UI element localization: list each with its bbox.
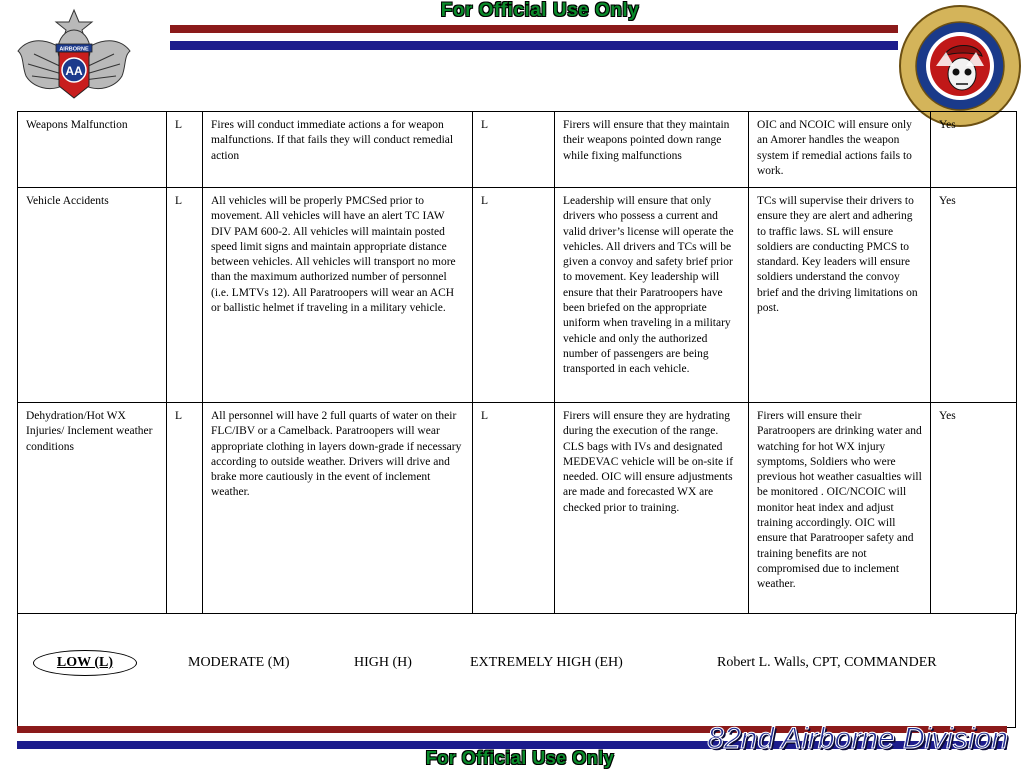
- implementation-cell: Firers will ensure they are hydrating during the execution of the range. CLS bags with IVs and designated MEDEVAC vehicle will be on-site if needed. OIC will ensure adjustments are made and forecasted WX are checked prior to training.: [555, 403, 749, 614]
- residual-risk-cell: L: [473, 403, 555, 614]
- initial-risk-cell: L: [167, 188, 203, 403]
- controls-cell: All vehicles will be properly PMCSed prior to movement. All vehicles will have an alert TC IAW DIV PAM 600-2. All vehicles will maintain posted speed limit signs and maintain appropriate distance between vehicles. All vehicles will transport no more than the maximum authorized number of personnel (i.e. LMTVs 12). All Paratroopers will wear an ACH or ballistic helmet if traveling in a military vehicle.: [203, 188, 473, 403]
- initial-risk-cell: L: [167, 112, 203, 188]
- risk-level-high: HIGH (H): [354, 655, 412, 670]
- controls-cell: All personnel will have 2 full quarts of water on their FLC/IBV or a Camelback. Paratroopers will wear appropriate clothing in layers down-grade if necessary according to outside weather. Drivers will drive and brake more cautiously in the event of inclement weather.: [203, 403, 473, 614]
- supervision-cell: Firers will ensure their Paratroopers are drinking water and watching for hot WX injury symptoms, Soldiers who were previous hot weather casualties will be monitored . OIC/NCOIC will monitor heat index and adjust training accordingly. OIC will ensure that Paratrooper safety and training benefits are not compromised due to inclement weather.: [749, 403, 931, 614]
- header-stripe-blue: [170, 41, 898, 50]
- initial-risk-cell: L: [167, 403, 203, 614]
- commander-signature: Robert L. Walls, CPT, COMMANDER: [717, 655, 937, 670]
- hazard-cell: Dehydration/Hot WX Injuries/ Inclement weather conditions: [18, 403, 167, 614]
- residual-risk-cell: L: [473, 112, 555, 188]
- footer-title: For Official Use Only: [425, 748, 615, 768]
- effective-cell: Yes: [931, 403, 1017, 614]
- table-row: [18, 403, 1017, 614]
- svg-text:AIRBORNE: AIRBORNE: [59, 46, 89, 53]
- implementation-cell: Firers will ensure that they maintain their weapons pointed down range while fixing malfunctions: [555, 112, 749, 188]
- supervision-cell: OIC and NCOIC will ensure only an Amorer handles the weapon system if remedial actions fails to work.: [749, 112, 931, 188]
- table-row: [18, 188, 1017, 403]
- risk-level-moderate: MODERATE (M): [188, 655, 290, 670]
- implementation-cell: Leadership will ensure that only drivers who possess a current and valid driver’s license will operate the vehicles. All drivers and TCs will be given a convoy and safety brief prior to movement. Key leadership will ensure that their Paratroopers have been briefed on the appropriate uniform when traveling in a military vehicle and only the authorized number of passengers are being transported in each vehicle.: [555, 188, 749, 403]
- residual-risk-cell: L: [473, 188, 555, 403]
- risk-level-low-circled: LOW (L): [33, 650, 137, 676]
- header-stripe-red: [170, 25, 898, 33]
- risk-level-extremely-high: EXTREMELY HIGH (EH): [470, 655, 623, 670]
- battalion-patch-icon: [898, 4, 1022, 128]
- master-parachutist-badge-icon: [14, 6, 134, 106]
- header-stripe-white: [170, 33, 898, 41]
- controls-cell: Fires will conduct immediate actions a for weapon malfunctions. If that fails they will conduct remedial action: [203, 112, 473, 188]
- header-title: For Official Use Only: [440, 0, 640, 21]
- hazard-cell: Vehicle Accidents: [18, 188, 167, 403]
- table-row: [18, 112, 1017, 188]
- risk-assessment-table: [17, 111, 1017, 614]
- hazard-cell: Weapons Malfunction: [18, 112, 167, 188]
- division-name: 82nd Airborne Division: [707, 722, 1008, 755]
- svg-text:AA: AA: [65, 64, 83, 78]
- supervision-cell: TCs will supervise their drivers to ensure they are alert and adhering to traffic laws. SL will ensure soldiers are conducting PMCS to standard. Key leaders will ensure soldiers understand the convoy brief and the driving limitations on post.: [749, 188, 931, 403]
- effective-cell: Yes: [931, 112, 1017, 188]
- effective-cell: Yes: [931, 188, 1017, 403]
